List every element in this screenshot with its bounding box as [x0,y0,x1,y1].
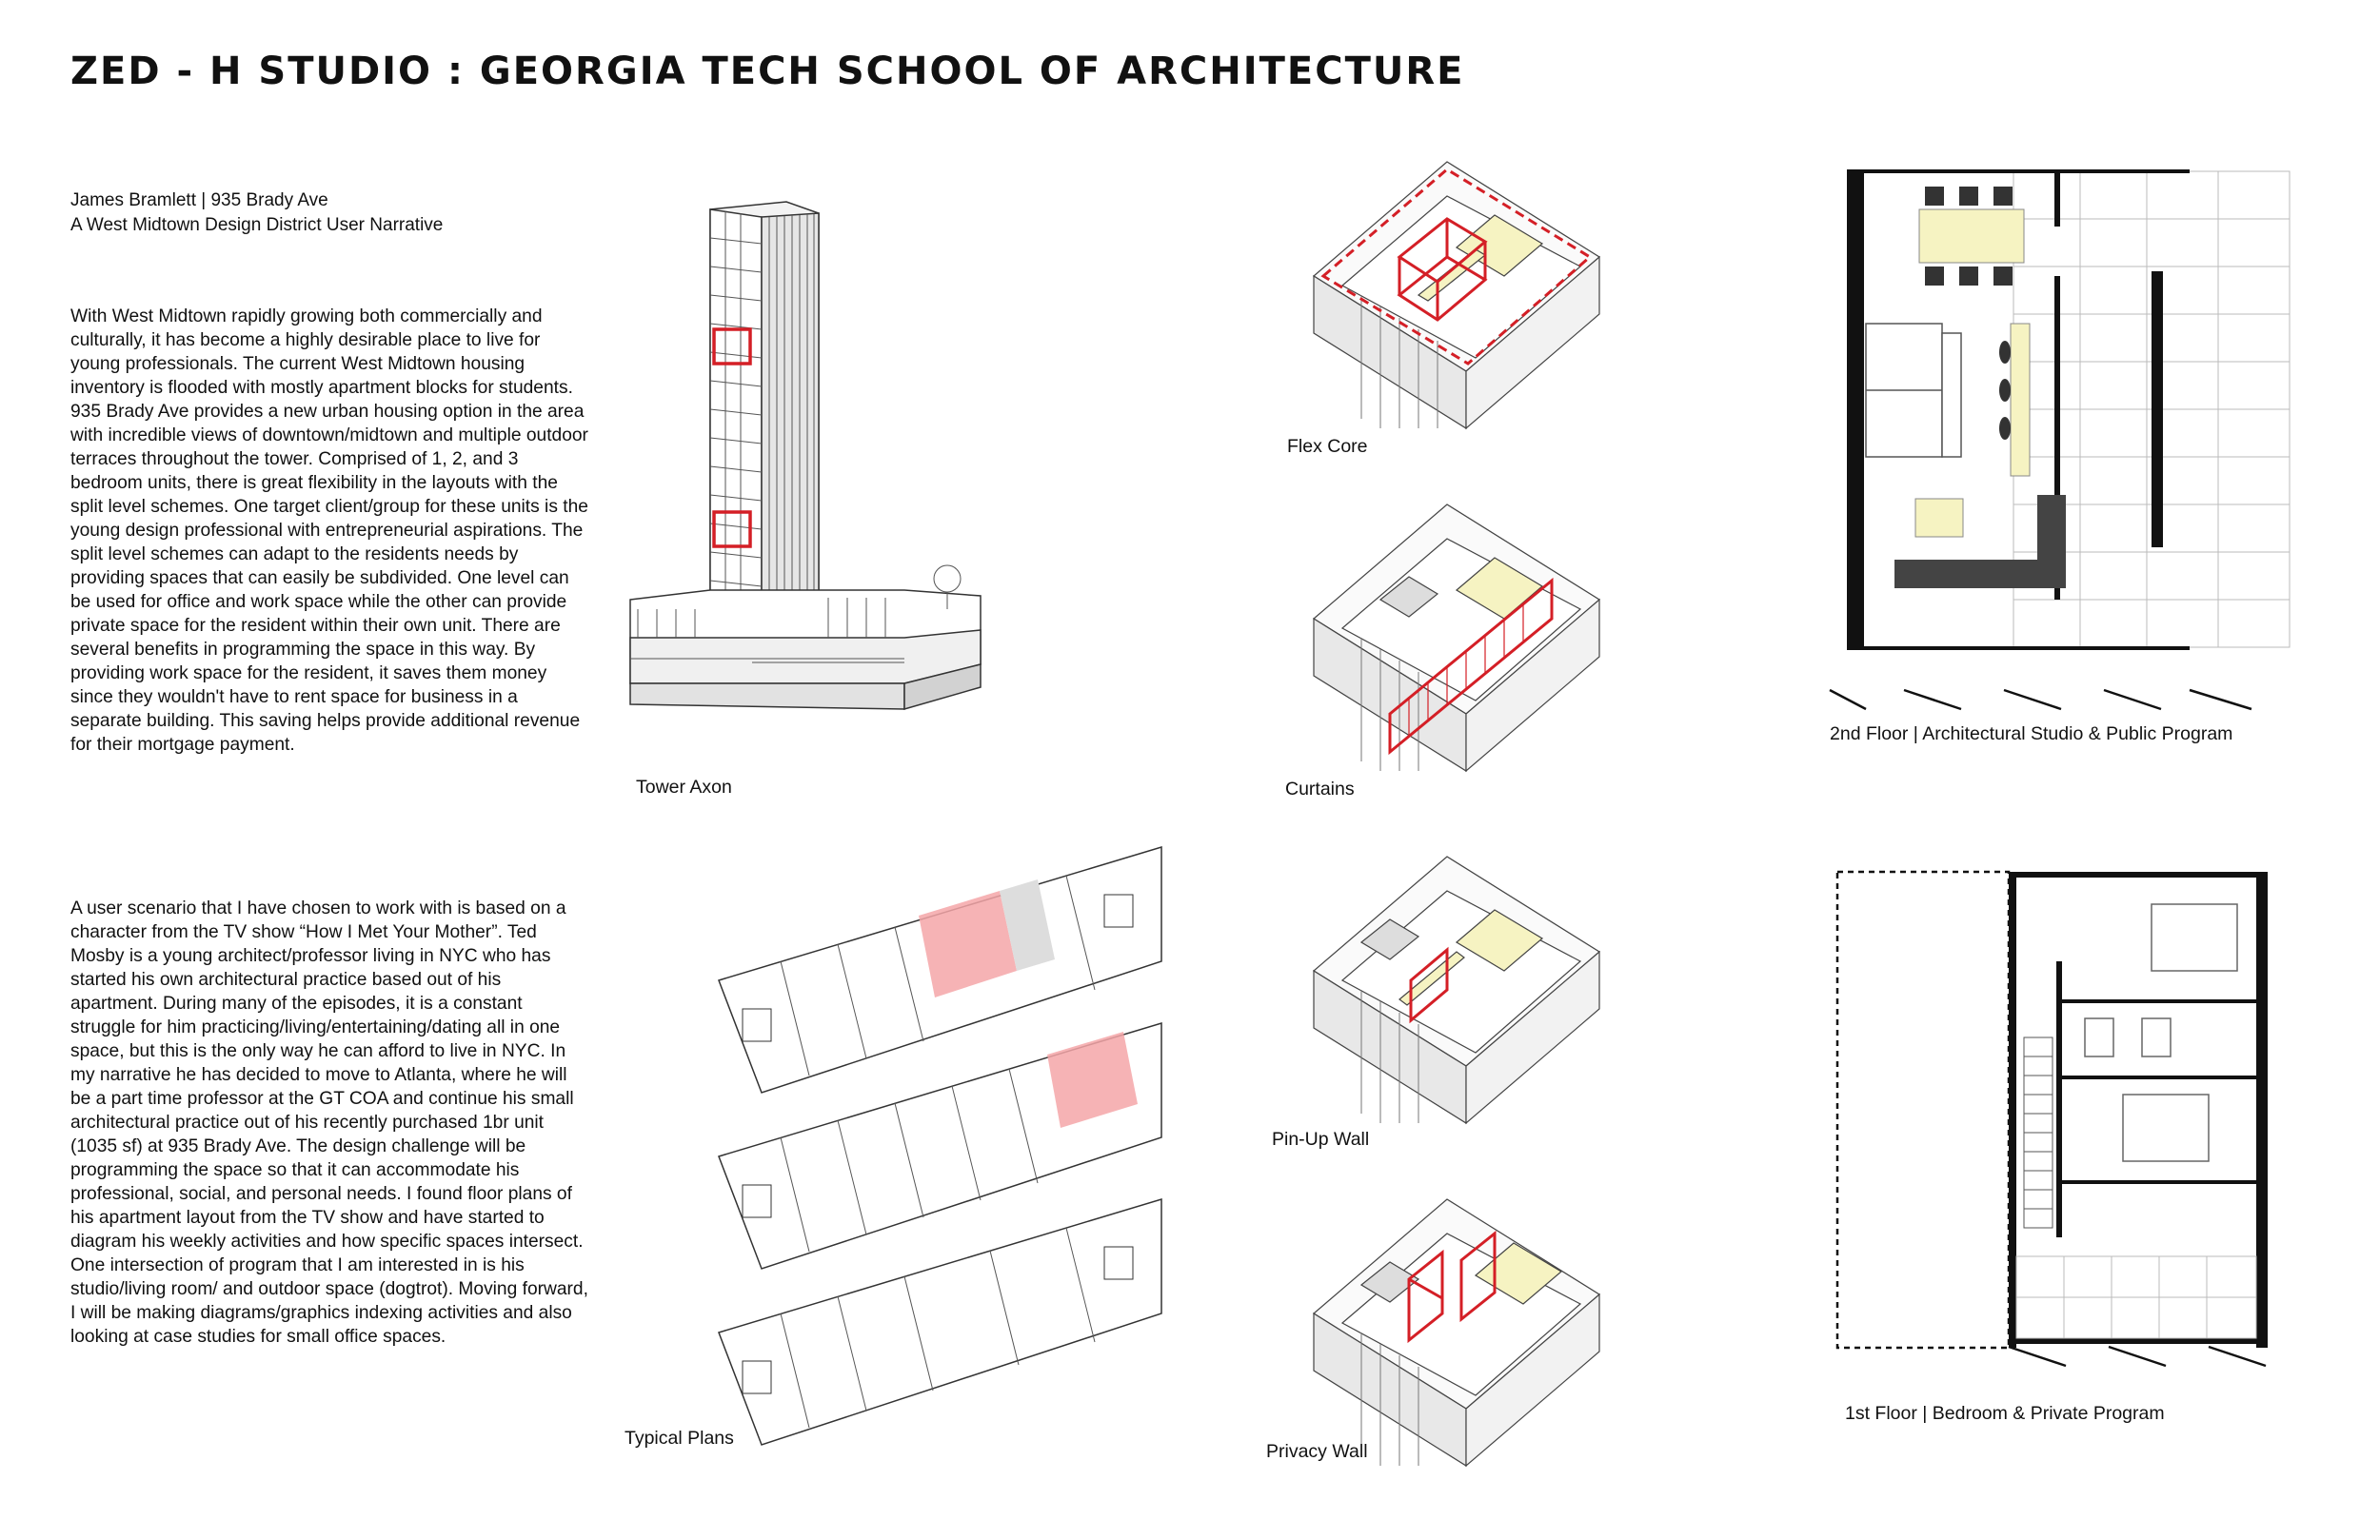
narrative-paragraph-2: A user scenario that I have chosen to work with is based on a character from the TV show “How I Met Your Mother”. Ted Mosby is a young architect/professor living in NYC who has started his own architectural practice based out of his apartment. During many of the episodes, it is a constant struggle for him practicing/living/entertaining/dating all in one space, but this is the only way he can afford to live in NYC. In my narrative he has decided to move to Atlanta, where he will be a part time professor at the GT COA and continue his small architectural practice out of his recently purchased 1br unit (1035 sf) at 935 Brady Ave. The design challenge will be programming the space so that it can accommodate his professional, social, and personal needs. I found floor plans of his apartment layout from the TV show and have started to diagram his weekly activities and how specific spaces intersect. One intersection of program that I am interested in is his studio/living room/ and outdoor space (dogtrot). Moving forward, I will be making diagrams/graphics indexing activities and also looking at case studies for small office spaces. [70,898,588,1347]
caption-curtains: Curtains [1285,779,1355,800]
page-title: ZED - H STUDIO : GEORGIA TECH SCHOOL OF ARCHITECTURE [70,49,1465,93]
byline-subtitle: A West Midtown Design District User Narrative [70,215,444,235]
first-floor-plan [1837,866,2304,1399]
pinup-wall-axon [1304,838,1628,1152]
curtains-axon [1304,485,1628,800]
caption-flex-core: Flex Core [1287,436,1368,457]
second-floor-plan [1809,162,2304,695]
flex-core-axon [1304,143,1628,457]
byline-author: James Bramlett | 935 Brady Ave [70,190,328,210]
narrative-paragraph-1: With West Midtown rapidly growing both commercially and culturally, it has become a highly desirable place to live for young professionals. The current West Midtown housing inventory is flooded with mostly apartment blocks for students. 935 Brady Ave provides a new urban housing option in the area with incredible views of downtown/midtown and multiple outdoor terraces throughout the tower. Comprised of 1, 2, and 3 bedroom units, there is great flexibility in the layouts with the split level schemes. One target client/group for these units is the young design professional with entrepreneurial aspirations. The split level schemes can adapt to the residents needs by providing spaces that can easily be subdivided. One level can be used for office and work space while the other can provide private space for the resident within their own unit. There are several benefits in programming the space in this way. By providing work space for the resident, it saves them money since they wouldn't have to rent space for business in a separate building. This saving helps provide additional revenue for their mortgage payment. [70,306,588,755]
caption-first-floor: 1st Floor | Bedroom & Private Program [1845,1403,2165,1424]
byline [70,188,443,238]
caption-typical-plans: Typical Plans [625,1428,734,1449]
tower-axon-drawing [619,190,1171,723]
caption-pinup-wall: Pin-Up Wall [1272,1129,1370,1150]
typical-plans-drawing [704,838,1171,1456]
caption-tower-axon: Tower Axon [636,777,732,798]
caption-privacy-wall: Privacy Wall [1266,1441,1368,1462]
caption-second-floor: 2nd Floor | Architectural Studio & Public Program [1830,723,2233,744]
